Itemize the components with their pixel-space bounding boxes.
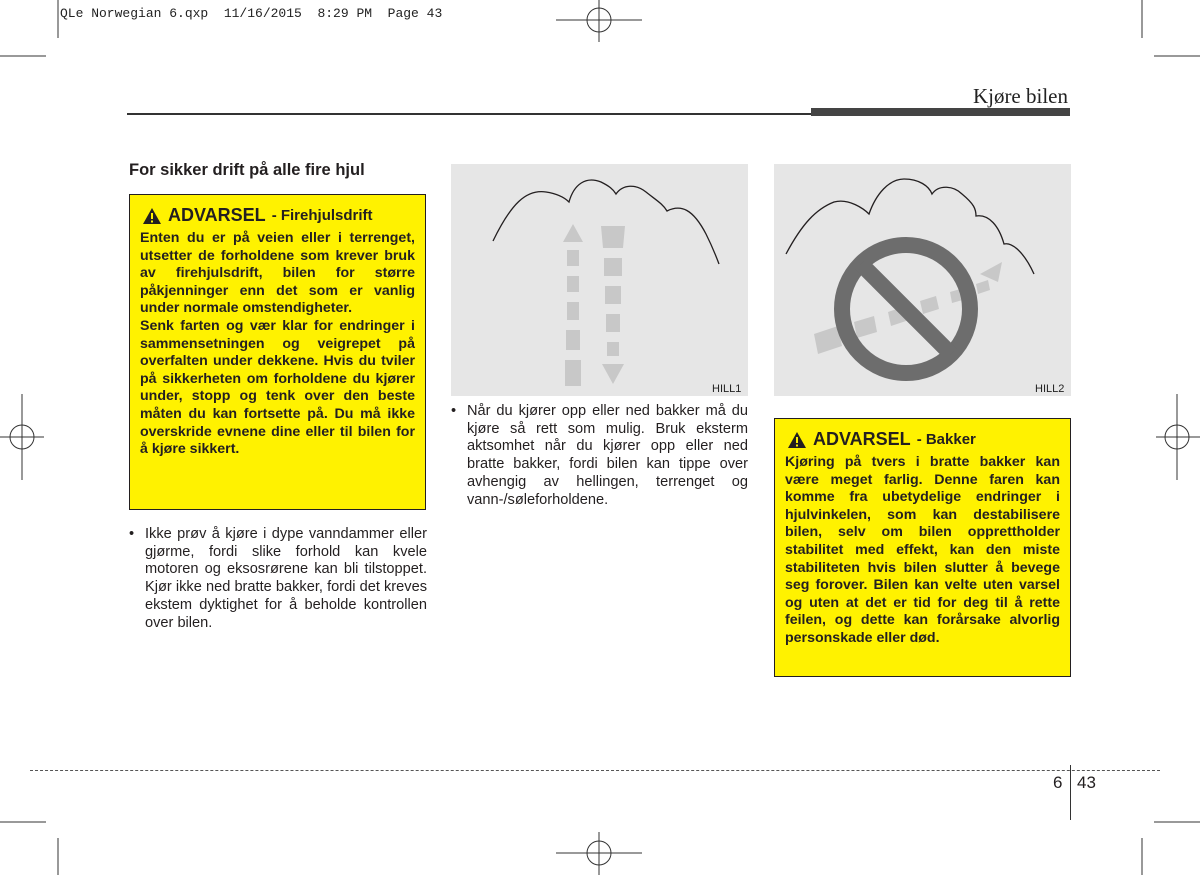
warning-label: ADVARSEL bbox=[168, 205, 266, 225]
bullet-dot: • bbox=[451, 403, 457, 419]
chapter-number: 6 bbox=[1053, 773, 1063, 792]
header-rule bbox=[127, 113, 811, 115]
section-title: For sikker drift på alle fire hjul bbox=[129, 161, 365, 179]
warning-triangle-icon bbox=[787, 431, 807, 449]
hill-diagonal-prohibited-illustration bbox=[774, 164, 1071, 396]
footer-divider bbox=[30, 770, 1160, 771]
bullet-dot: • bbox=[129, 526, 135, 542]
warning-subject: - Bakker bbox=[916, 431, 976, 448]
warning-subject: - Firehjulsdrift bbox=[271, 207, 373, 224]
page-number: 43 bbox=[1077, 773, 1096, 792]
warning-header bbox=[787, 429, 1060, 450]
bullet-item bbox=[451, 403, 748, 513]
figure-caption-hill1: HILL1 bbox=[712, 383, 742, 395]
warning-triangle-icon bbox=[142, 207, 162, 225]
figure-caption-hill2: HILL2 bbox=[1035, 383, 1065, 395]
illustration-hill2 bbox=[774, 164, 1071, 396]
warning-label: ADVARSEL bbox=[813, 429, 911, 449]
hill-straight-drive-illustration bbox=[451, 164, 748, 396]
warning-body bbox=[785, 454, 1060, 648]
illustration-hill1 bbox=[451, 164, 748, 396]
header-rule-bar bbox=[811, 108, 1070, 116]
warning-box-4wd bbox=[129, 194, 426, 510]
warning-paragraph: Senk farten og vær klar for endringer i sammensetningen og veigrepet på overfalten under dekkene. Hvis du tviler på sikkerheten om forholdene du kjører under, stopp og tenk over den beste måten du kan fortsette på. Du må ikke overskride evnene dine eller til bilen for å kjøre sikkert. bbox=[140, 317, 415, 458]
page-number-separator bbox=[1070, 765, 1071, 820]
warning-body bbox=[140, 230, 415, 459]
bullet-text: Når du kjører opp eller ned bakker må du kjøre så rett som mulig. Bruk eksterm aktsomhet når du kjører opp eller ned bratte bakker, fordi bilen kan tippe over avhengig av hellingen, terrenget og vann-/søleforholdene. bbox=[467, 403, 748, 508]
chapter-title: Kjøre bilen bbox=[972, 84, 1068, 108]
warning-header bbox=[142, 205, 415, 226]
warning-box-hills bbox=[774, 418, 1071, 677]
bullet-item bbox=[129, 526, 427, 636]
warning-paragraph: Enten du er på veien eller i terrenget, utsetter de forholdene som krever bruk av firehjulsdrift, bilen for større påkjenninger enn det som er vanlig under normale omstendigheter. bbox=[140, 230, 415, 317]
warning-paragraph: Kjøring på tvers i bratte bakker kan være meget farlig. Denne faren kan komme fra ubetydelige endringer i hjulvinkelen, som kan destabilisere bilen, selv om bilen opprettholder stabilitet med effekt, kan den miste stabiliteten hvis bilen slutter å bevege seg forover. Bilen kan velte uten varsel og uten at det er tid for deg til å rette feilen, og dette kan forårsake alvorlig personskade eller død. bbox=[785, 454, 1060, 646]
bullet-text: Ikke prøv å kjøre i dype vanndammer eller gjørme, fordi slike forhold kan kvele motoren og eksosrørene kan bli tilstoppet. Kjør ikke ned bratte bakker, fordi det kreves ekstem dyktighet for å beholde kontrollen over bilen. bbox=[145, 526, 427, 631]
print-slug: QLe Norwegian 6.qxp 11/16/2015 8:29 PM Page 43 bbox=[60, 6, 443, 21]
